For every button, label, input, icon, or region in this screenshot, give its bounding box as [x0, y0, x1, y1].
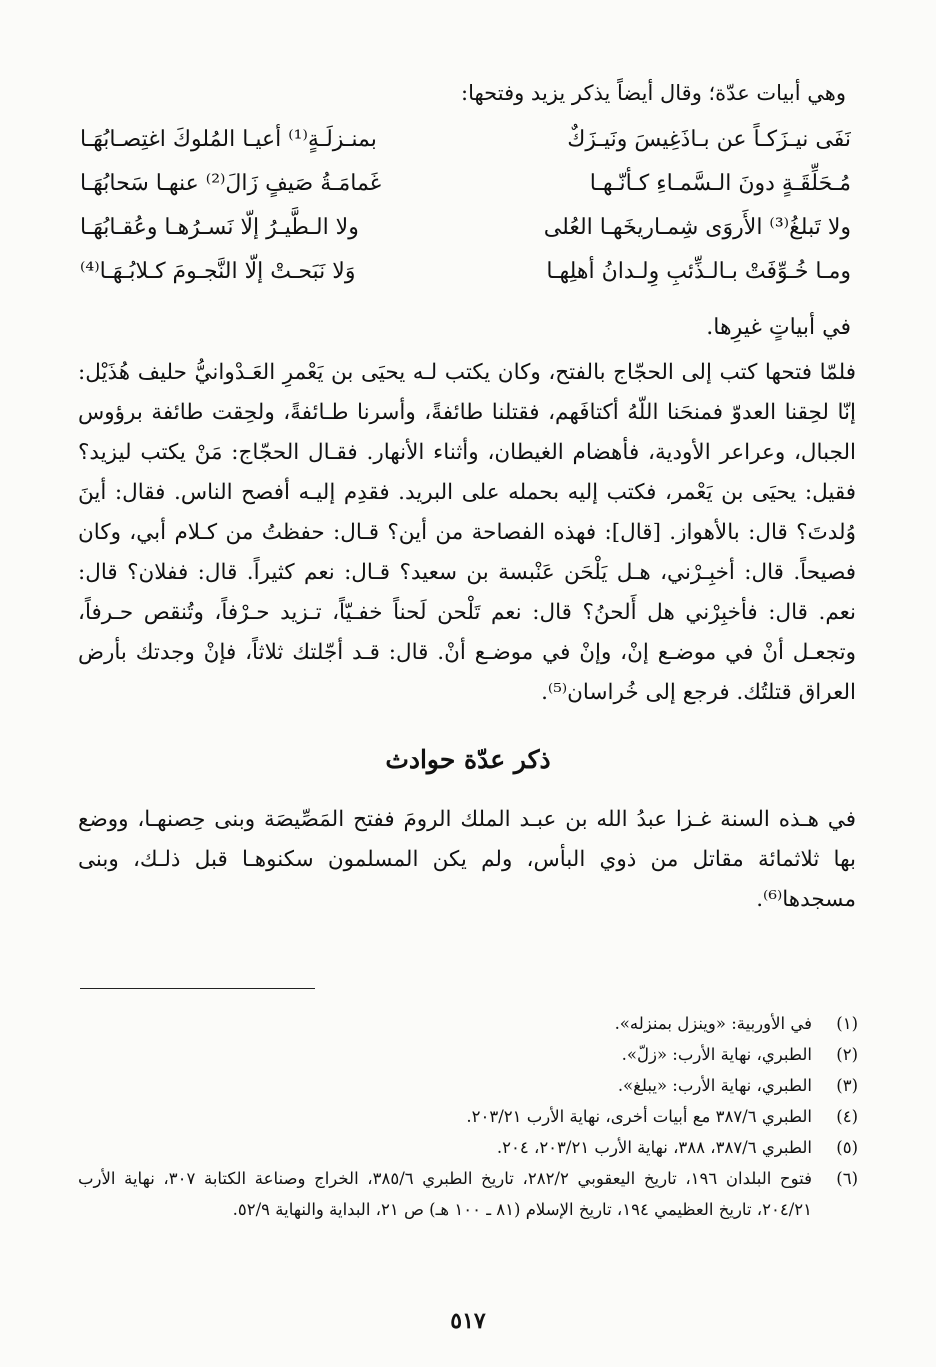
verse-first-hemistich: ولا تَبلغُ⁽³⁾ الأَروَى شِمـاريخَهـا العُلى [543, 215, 851, 240]
footnote-text: فتوح البلدان ١٩٦، تاريخ اليعقوبي ٢٨٢/٢، تاريخ الطبري ٣٨٥/٦، الخراج وصناعة الكتابة ٣٠٧، نهاية الأرب ٢٠٤/٢١، تاريخ العظيمي ١٩٤، تاريخ الإسلام (٨١ ـ ١٠٠ هـ) ص ٢١، البداية والنهاية ٥٢/٩. [78, 1169, 812, 1219]
poem-verse [80, 206, 851, 250]
poem-verse [80, 162, 851, 206]
verse-second-hemistich: وَلا نَبَحـتْ إلّا النَّجـومَ كـلابُـهَـا⁽⁴⁾ [80, 259, 356, 284]
footnote [78, 1008, 858, 1039]
poem-verse [80, 250, 851, 294]
verse-first-hemistich: نَفَى نيـزَكـاً عن بـاذَغِيسَ ونَيـزَكٌ [567, 127, 851, 152]
footnote-divider [80, 988, 315, 989]
body-paragraph: فلمّا فتحها كتب إلى الحجّاج بالفتح، وكان يكتب لـه يحيَى بن يَعْمرِ العَـدْوانيُّ حليف هُذَيْل: إنّا لحِقنا العدوّ فمنحَنا اللّهُ أكتافَهم، فقتلنا طائفةً، وأسرنا طـائفةً، ولحِقت طائفة برؤوس الجبال، وعراعر الأودية، فأهضام الغيطان، وأثناء الأنهار. فقـال الحجّاج: مَنْ يكتب ليزيد؟ فقيل: يحيَى بن يَعْمر، فكتب إليه بحمله على البريد. فقدِم إليـه أفصح الناس. فقال: أينَ وُلدتَ؟ قال: بالأهواز. [قال]: فهذه الفصاحة من أين؟ قـال: حفظتُ من كـلام أبي، وكان فصيحاً. قال: أخبِـرْني، هـل يَلْحَن عَنْبسة بن سعيد؟ قـال: نعم كثيراً. قال: ففلان؟ قال: نعم. قال: فأخبِرْني هل أَلحنُ؟ قال: نعم تَلْحن لَحناً خفـيّاً، تـزيد حـرْفاً، وتُنقص حـرفاً، وتجعـل أنْ في موضـع إنْ، وإنْ في موضـع أنْ. قال: قـد أجّلتك ثلاثاً، فإنْ وجدتك بأرض العراق قتلتُك. فرجع إلى خُراسان⁽⁵⁾. [78, 360, 856, 705]
verse-second-hemistich: بمنـزلَـةٍ⁽¹⁾ أعيـا المُلوكَ اغتِصـابُهَـا [80, 127, 377, 152]
footnote [78, 1039, 858, 1070]
footnote [78, 1132, 858, 1163]
footnote-text: في الأوربية: «وينزل بمنزله». [614, 1014, 812, 1033]
footnote-number: (٦) [836, 1169, 858, 1188]
footnote [78, 1101, 858, 1132]
footnote-text: الطبري، نهاية الأرب: «زلّ». [621, 1045, 812, 1064]
verse-first-hemistich: مُـحَلِّقَـةٍ دونَ الـسَّمـاءِ كـأنّـهـا [589, 171, 851, 196]
footnote [78, 1070, 858, 1101]
footnote-number: (٢) [836, 1045, 858, 1064]
footnote-text: الطبري ٣٨٧/٦، ٣٨٨، نهاية الأرب ٢٠٣/٢١، ٢٠٤. [496, 1138, 812, 1157]
poem [80, 118, 851, 294]
intro-line: وهي أبيات عدّة؛ وقال أيضاً يذكر يزيد وفتحها: [461, 81, 846, 105]
footnote-number: (٥) [836, 1138, 858, 1157]
section-heading: ذكر عدّة حوادث [385, 745, 551, 774]
poem-continuation: في أبياتٍ غيرِها. [706, 315, 851, 340]
footnote-text: الطبري، نهاية الأرب: «يبلغ». [617, 1076, 812, 1095]
page-number: ٥١٧ [450, 1308, 486, 1334]
verse-first-hemistich: ومـا خُـوِّفَتْ بـالـذِّئبِ وِلـدانُ أهلِهـا [546, 259, 851, 284]
body-paragraph: في هـذه السنة غـزا عبدُ الله بن عبـد الملك الرومَ ففتح المَصِّيصَة وبنى حِصنهـا، ووضع بها ثلاثمائة مقاتل من ذوي البأس، ولم يكن المسلمون سكنوهـا قبل ذلـك، وبنى مسجدها⁽⁶⁾. [78, 807, 856, 912]
footnote-number: (٣) [836, 1076, 858, 1095]
verse-second-hemistich: ولا الـطَّيـرُ إلّا نَسـرُهـا وعُقـابُهَـا [80, 215, 359, 240]
footnote-text: الطبري ٣٨٧/٦ مع أبيات أخرى، نهاية الأرب ٢٠٣/٢١. [466, 1107, 812, 1126]
poem-verse [80, 118, 851, 162]
footnote [78, 1163, 858, 1225]
verse-second-hemistich: غَمامَـةُ صَيفٍ زَالَ⁽²⁾ عنهـا سَحابُهَـا [80, 171, 382, 196]
footnote-number: (١) [836, 1014, 858, 1033]
footnotes [78, 1008, 858, 1225]
footnote-number: (٤) [836, 1107, 858, 1126]
